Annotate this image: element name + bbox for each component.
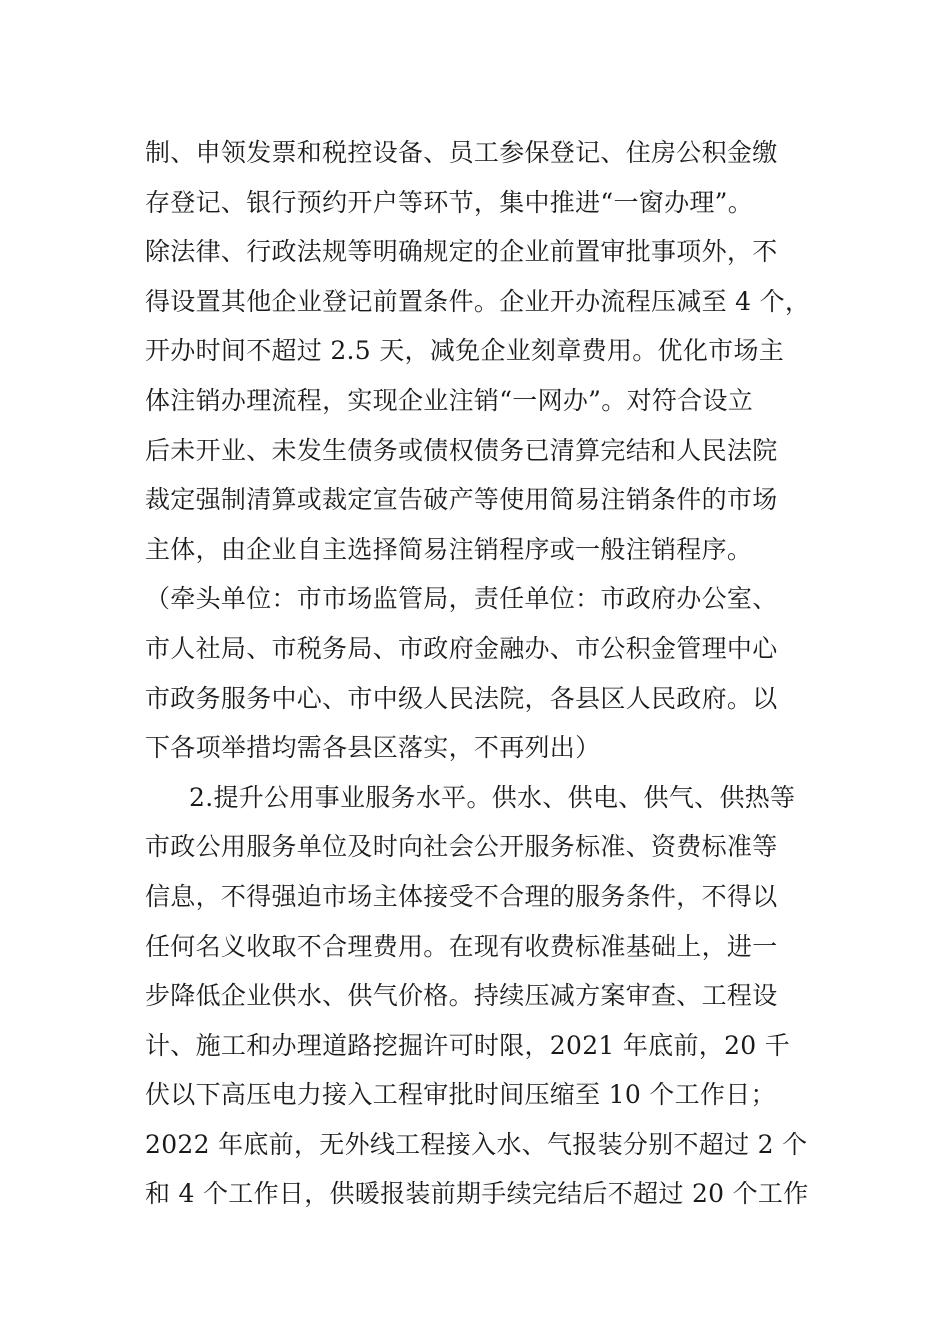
text-line: 市政务服务中心、市中级人民法院，各县区人民政府。以 — [145, 683, 778, 713]
text-line: 裁定强制清算或裁定宣告破产等使用简易注销条件的市场 — [145, 485, 778, 515]
text-line: 主体，由企业自主选择简易注销程序或一般注销程序。 — [145, 534, 753, 564]
text-line: （牵头单位：市市场监管局，责任单位：市政府办公室、 — [145, 584, 778, 614]
text-line: 存登记、银行预约开户等环节，集中推进“一窗办理”。 — [145, 187, 754, 217]
text-line: 伏以下高压电力接入工程审批时间压缩至 10 个工作日； — [145, 1080, 776, 1110]
text-line: 后未开业、未发生债务或债权债务已清算完结和人民法院 — [145, 435, 778, 465]
text-line: 除法律、行政法规等明确规定的企业前置审批事项外，不 — [145, 237, 778, 267]
body-text — [145, 128, 815, 1219]
text-line: 信息，不得强迫市场主体接受不合理的服务条件，不得以 — [145, 881, 778, 911]
text-line: 市政公用服务单位及时向社会公开服务标准、资费标准等 — [145, 832, 778, 862]
text-line: 和 4 个工作日，供暖报装前期手续完结后不超过 20 个工作 — [145, 1179, 809, 1209]
text-line: 得设置其他企业登记前置条件。企业开办流程压减至 4 个， — [145, 286, 811, 316]
text-line: 下各项举措均需各县区落实，不再列出） — [145, 733, 601, 763]
text-line: 制、申领发票和税控设备、员工参保登记、住房公积金缴 — [145, 138, 778, 167]
text-line: 任何名义收取不合理费用。在现有收费标准基础上，进一 — [145, 931, 778, 961]
text-line: 体注销办理流程，实现企业注销“一网办”。对符合设立 — [145, 385, 754, 415]
text-line: 市人社局、市税务局、市政府金融办、市公积金管理中心 — [145, 633, 778, 663]
text-line: 2022 年底前，无外线工程接入水、气报装分别不超过 2 个 — [145, 1129, 808, 1159]
paragraph-start-line: 2.提升公用事业服务水平。供水、供电、供气、供热等 — [189, 782, 796, 812]
text-line: 开办时间不超过 2.5 天，减免企业刻章费用。优化市场主 — [145, 336, 785, 366]
text-line: 步降低企业供水、供气价格。持续压减方案审查、工程设 — [145, 981, 778, 1011]
text-line: 计、施工和办理道路挖掘许可时限，2021 年底前，20 千 — [145, 1030, 791, 1060]
